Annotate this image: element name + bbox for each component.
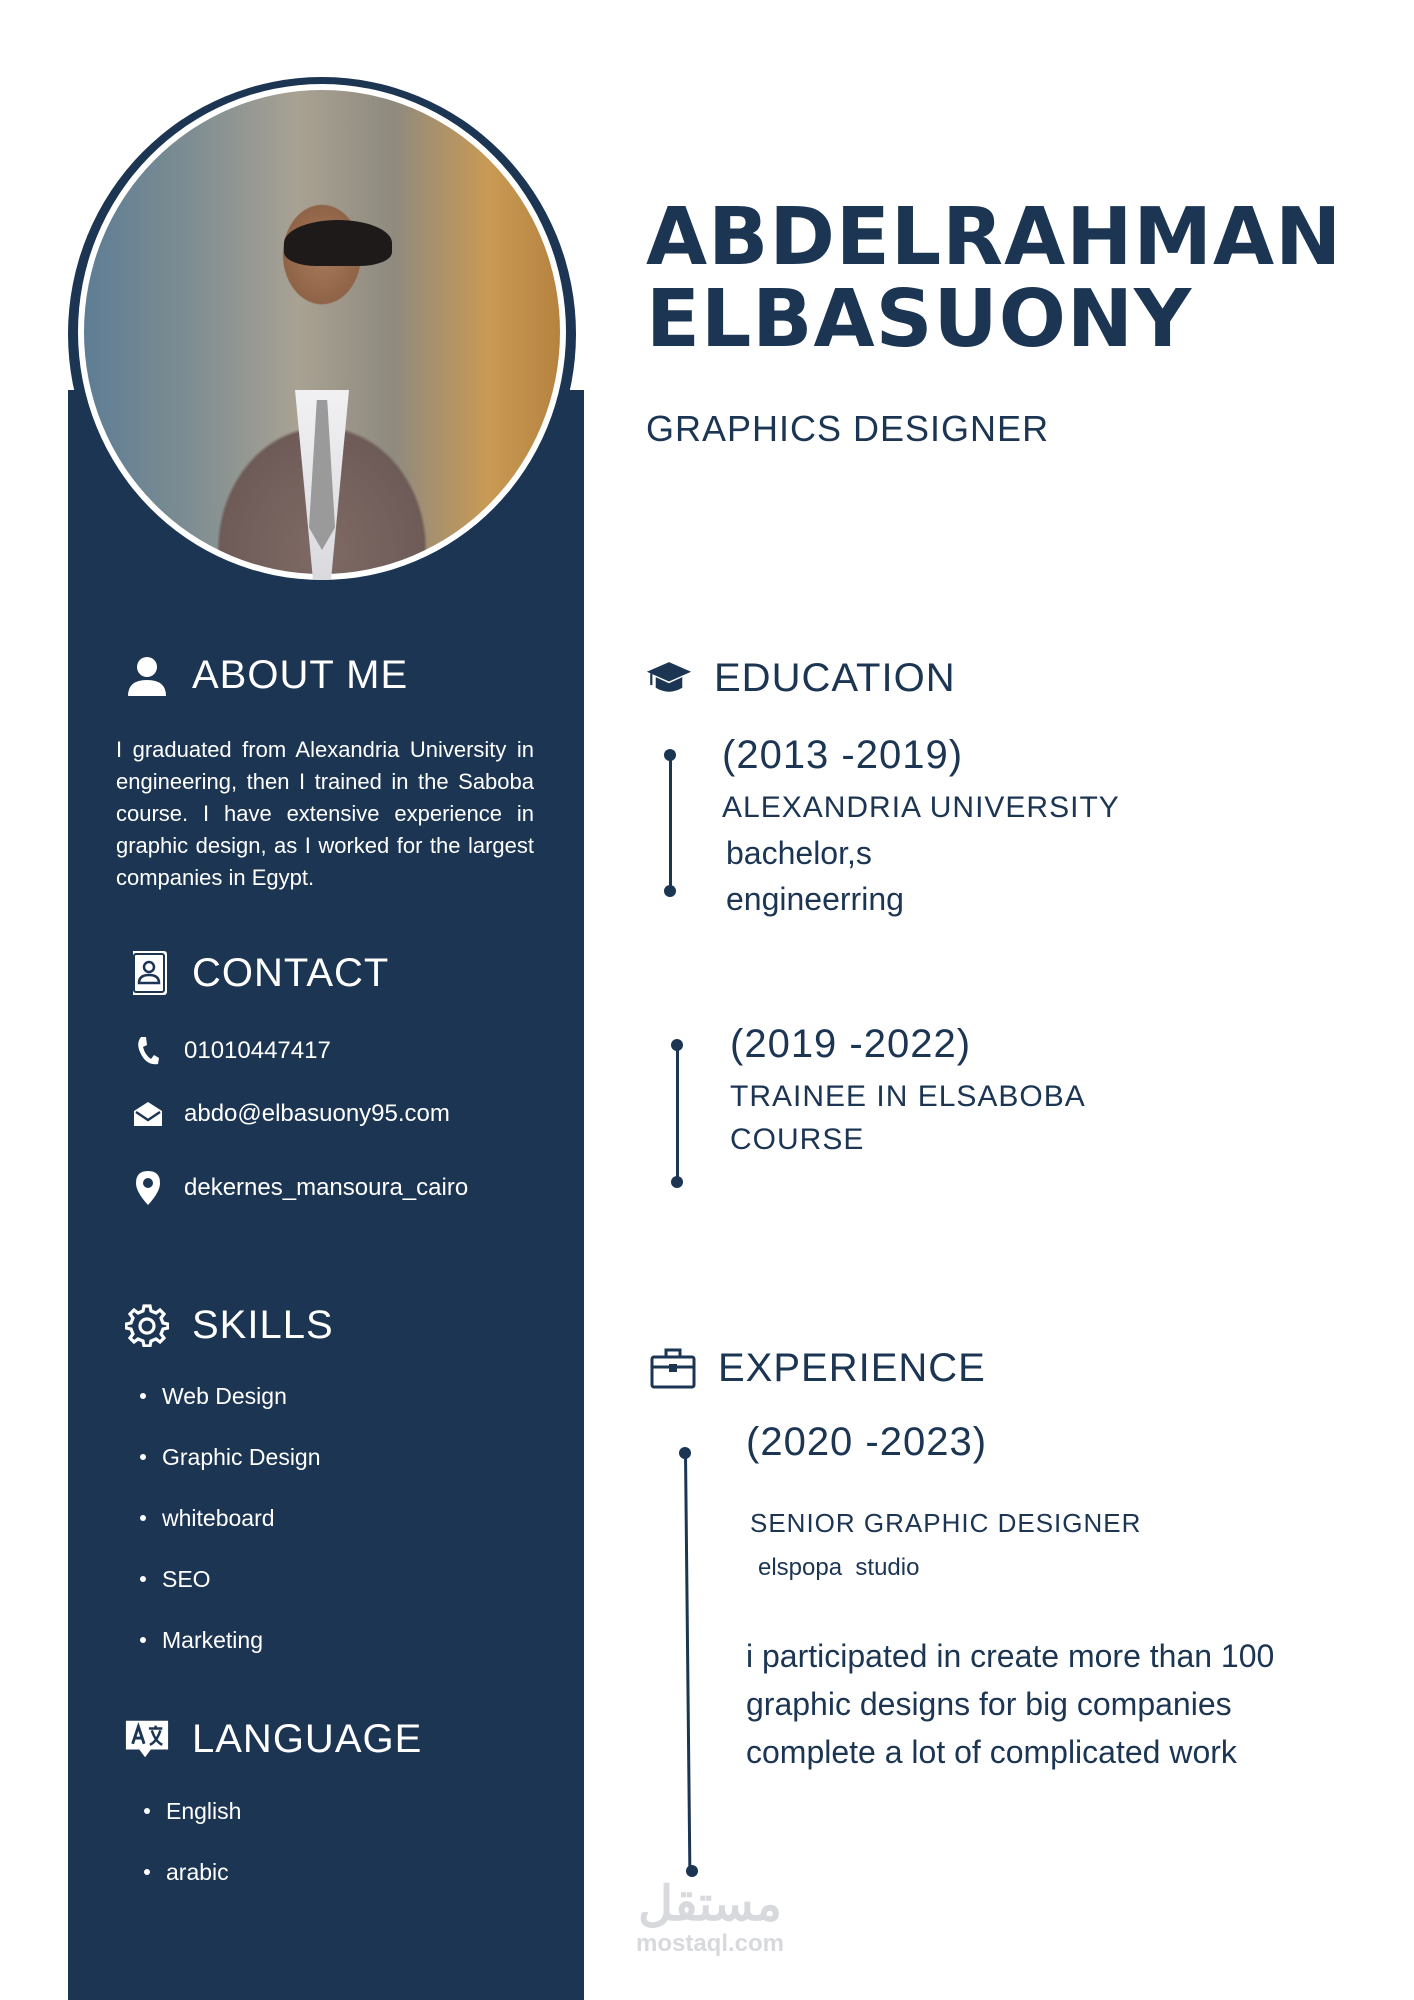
- experience-title: EXPERIENCE: [718, 1345, 986, 1390]
- experience-desc-line-1: i participated in create more than 100: [746, 1638, 1275, 1674]
- location-pin-icon: [130, 1170, 166, 1206]
- person-name: [646, 191, 1343, 365]
- experience-years: (2020 -2023): [746, 1420, 988, 1464]
- job-title: GRAPHICS DESIGNER: [646, 408, 1050, 449]
- phone-number: 01010447417: [184, 1037, 331, 1064]
- experience-company: elspopa studio: [758, 1554, 920, 1581]
- user-icon: [124, 652, 170, 698]
- contact-title: CONTACT: [192, 950, 390, 995]
- timeline-dot: [671, 1176, 683, 1188]
- graduation-cap-icon: [646, 655, 692, 701]
- name-line-2: ELBASUONY: [646, 273, 1193, 365]
- education-degree-line-2: engineerring: [726, 881, 904, 917]
- language-title: LANGUAGE: [192, 1716, 423, 1761]
- timeline-line: [684, 1453, 691, 1867]
- education-years-1: (2013 -2019): [722, 733, 964, 777]
- timeline-dot: [686, 1865, 698, 1877]
- timeline-dot: [664, 885, 676, 897]
- about-title: ABOUT ME: [192, 652, 409, 697]
- contact-book-icon: [124, 950, 170, 996]
- experience-desc-line-3: complete a lot of complicated work: [746, 1734, 1237, 1770]
- watermark-arabic: مستقل: [638, 1878, 782, 1931]
- skills-title: SKILLS: [192, 1302, 334, 1347]
- about-text: I graduated from Alexandria University in engineering, then I trained in the Saboba course. I have extensive experience in graphic design, as I worked for the largest companies in Egypt.: [116, 737, 534, 890]
- language-heading: [124, 1716, 422, 1762]
- language-list: [140, 1796, 241, 1918]
- contact-address: [130, 1170, 468, 1206]
- education-heading: [646, 655, 956, 701]
- email-address: abdo@elbasuony95.com: [184, 1100, 450, 1127]
- education-course-line-1: TRAINEE IN ELSABOBA: [730, 1080, 1086, 1113]
- about-heading: [124, 652, 408, 698]
- name-line-1: ABDELRAHMAN: [646, 191, 1343, 283]
- contact-heading: [124, 950, 389, 996]
- list-item: arabic: [140, 1857, 241, 1918]
- envelope-icon: [130, 1101, 166, 1127]
- experience-position: SENIOR GRAPHIC DESIGNER: [750, 1508, 1142, 1538]
- profile-photo: [78, 84, 566, 580]
- list-item: whiteboard: [136, 1503, 321, 1564]
- contact-email[interactable]: [130, 1100, 450, 1128]
- list-item: Graphic Design: [136, 1442, 321, 1503]
- education-degree-line-1: bachelor,s: [726, 835, 872, 871]
- timeline-line: [669, 755, 672, 891]
- list-item: SEO: [136, 1564, 321, 1625]
- education-years-2: (2019 -2022): [730, 1022, 972, 1066]
- education-title: EDUCATION: [714, 655, 956, 700]
- education-institution-1: ALEXANDRIA UNIVERSITY: [722, 791, 1120, 824]
- list-item: Web Design: [136, 1381, 321, 1442]
- watermark: [620, 1880, 800, 1958]
- phone-icon: [130, 1036, 166, 1066]
- address-text: dekernes_mansoura_cairo: [184, 1174, 469, 1201]
- experience-heading: [650, 1345, 986, 1391]
- translate-icon: [124, 1716, 170, 1762]
- briefcase-icon: [650, 1345, 696, 1391]
- education-course-line-2: COURSE: [730, 1123, 865, 1156]
- gear-icon: [124, 1302, 170, 1348]
- watermark-latin: mostaql.com: [635, 1930, 785, 1957]
- timeline-line: [676, 1045, 679, 1181]
- list-item: Marketing: [136, 1625, 321, 1686]
- skills-heading: [124, 1302, 334, 1348]
- contact-phone[interactable]: [130, 1036, 331, 1066]
- list-item: English: [140, 1796, 241, 1857]
- experience-desc-line-2: graphic designs for big companies: [746, 1686, 1232, 1722]
- skills-list: [136, 1381, 321, 1686]
